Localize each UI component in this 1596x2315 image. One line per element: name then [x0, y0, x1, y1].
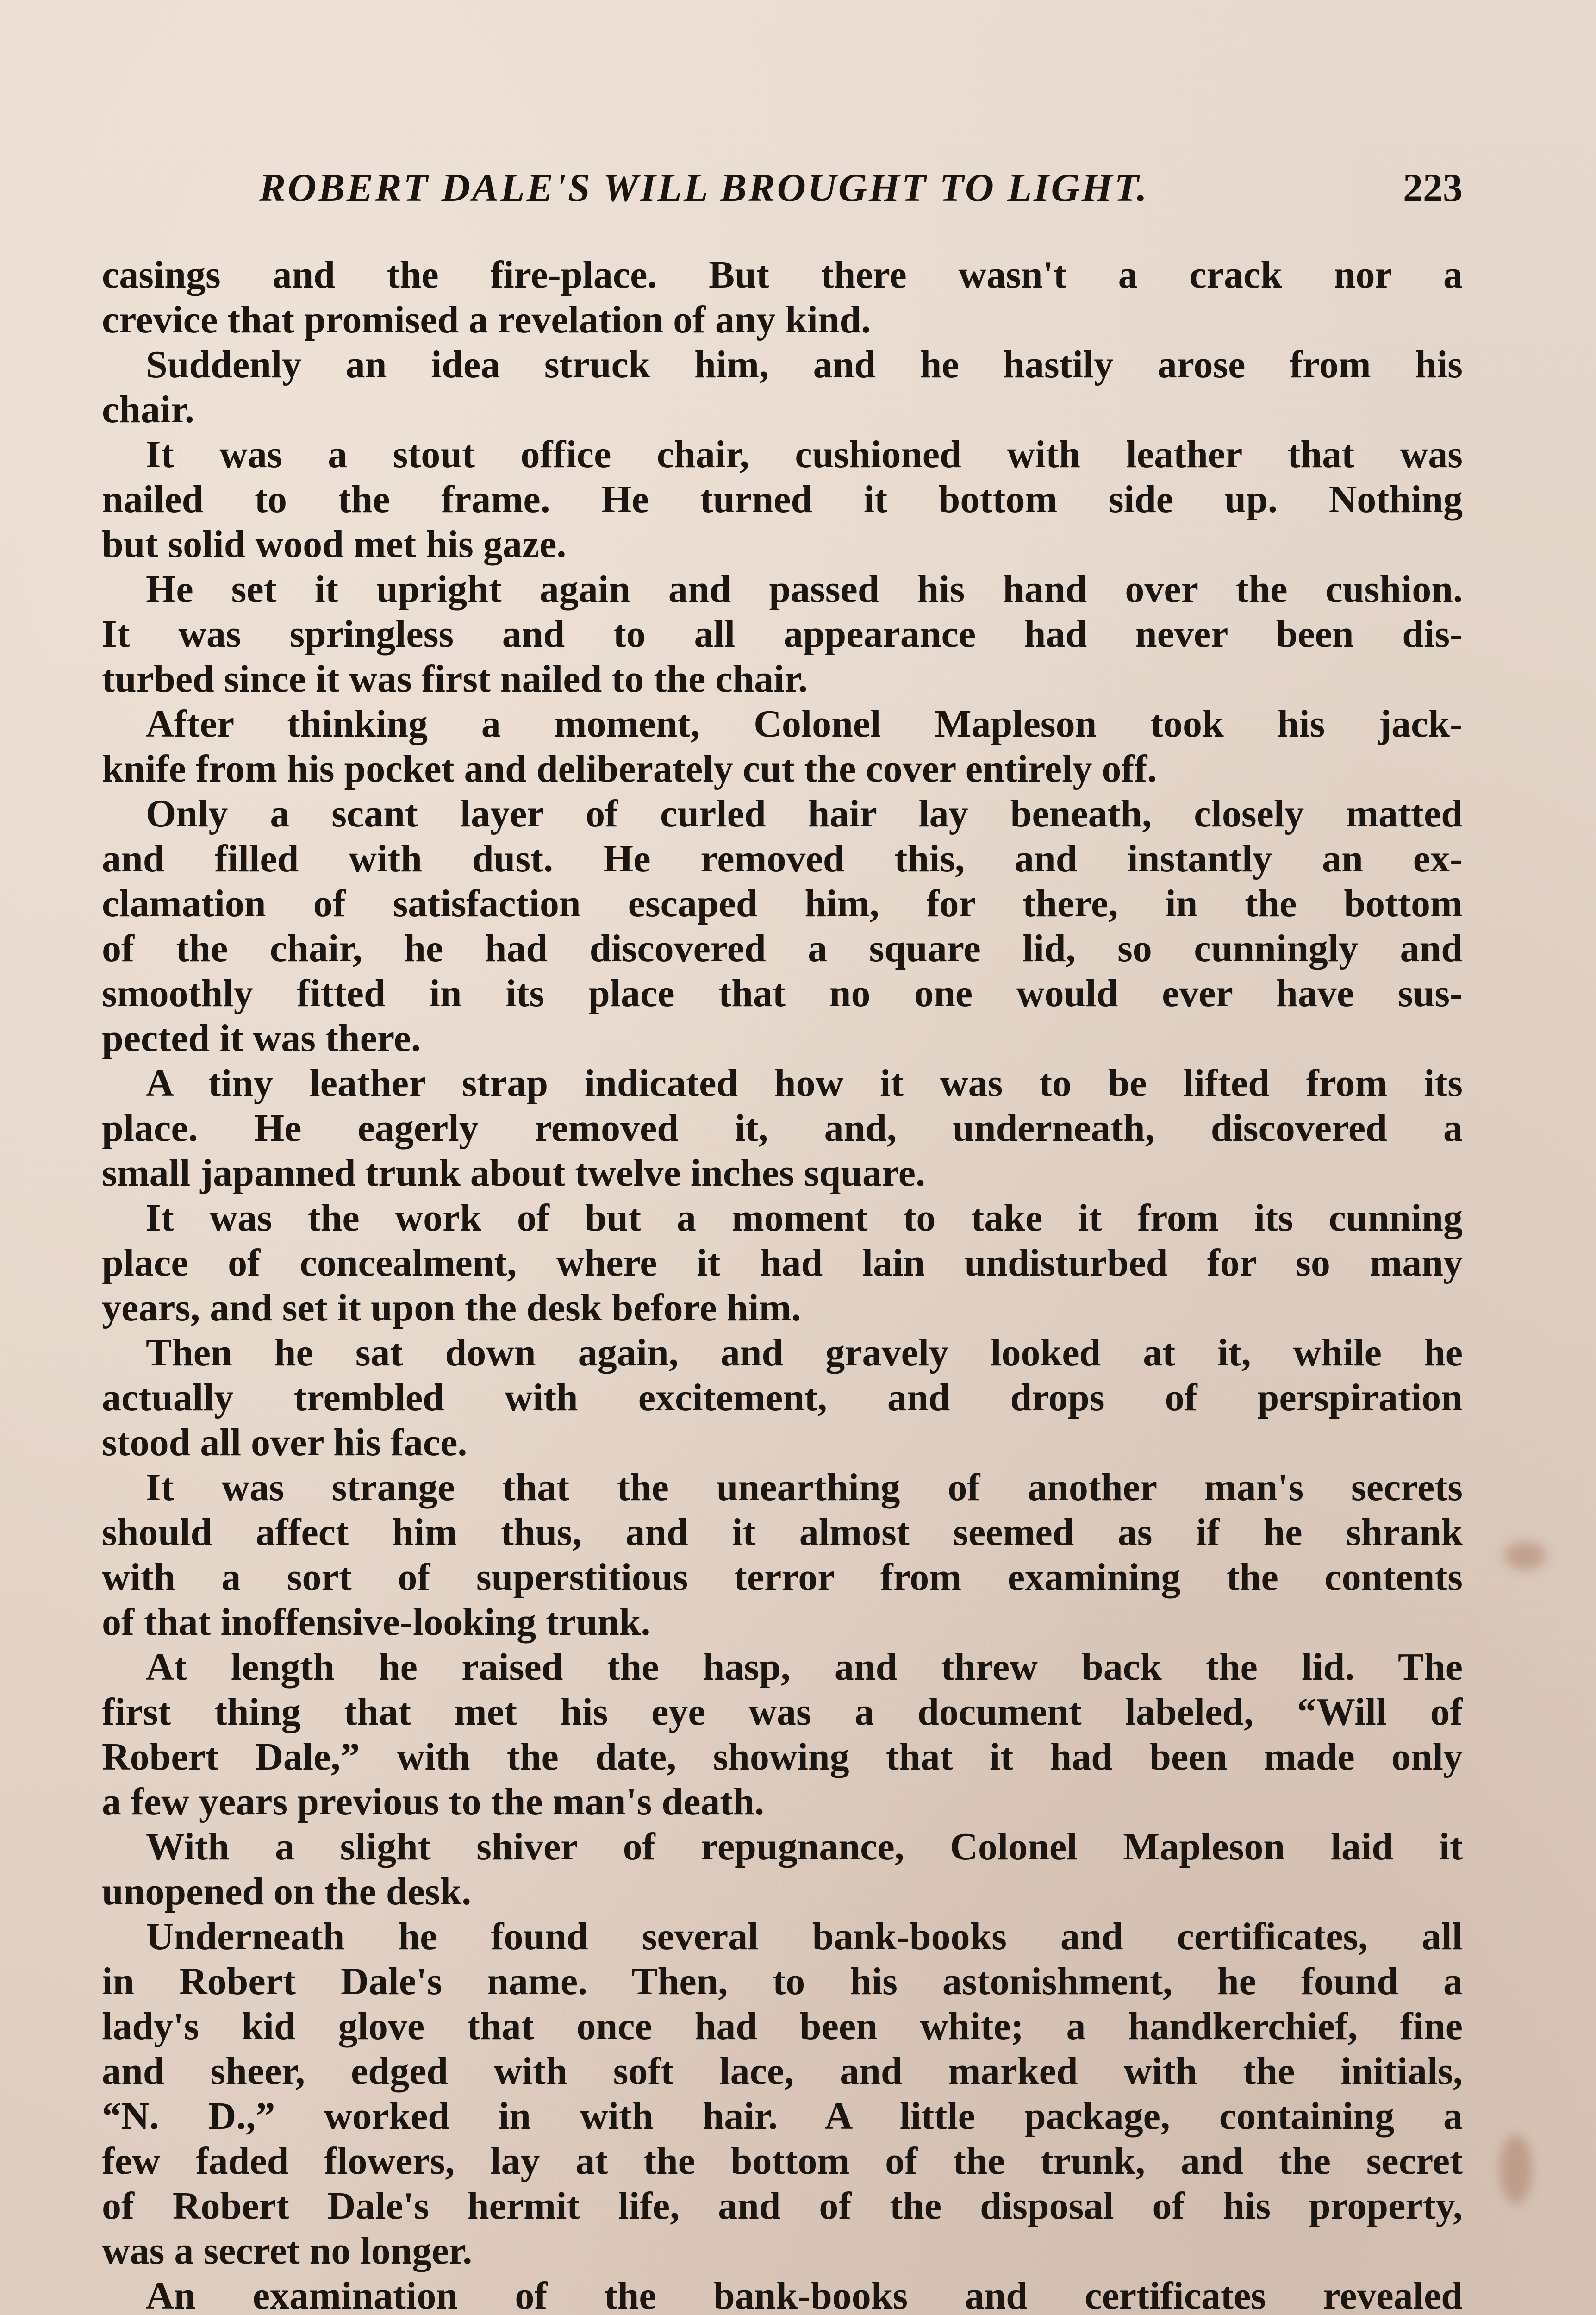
text-line: stood all over his face.: [102, 1421, 468, 1464]
text-line: and filled with dust. He removed this, and instantly an ex-: [102, 837, 1463, 880]
text-line: years, and set it upon the desk before him.: [102, 1286, 801, 1329]
text-line: casings and the fire-place. But there wasn't a crack nor a: [102, 253, 1463, 296]
text-line: nailed to the frame. He turned it bottom side up. Nothing: [102, 478, 1463, 521]
text-line: of Robert Dale's hermit life, and of the disposal of his property,: [102, 2184, 1463, 2227]
paper-stain: [1500, 2134, 1532, 2204]
text-line: Robert Dale,” with the date, showing that it had been made only: [102, 1735, 1463, 1778]
text-line: knife from his pocket and deliberately cut the cover entirely off.: [102, 747, 1157, 790]
paper-stain: [1504, 1542, 1546, 1570]
text-line: should affect him thus, and it almost seemed as if he shrank: [102, 1511, 1463, 1554]
text-line: first thing that met his eye was a document labeled, “Will of: [102, 1690, 1463, 1733]
text-line: Suddenly an idea struck him, and he hastily arose from his: [146, 343, 1463, 386]
text-line: and sheer, edged with soft lace, and marked with the initials,: [102, 2050, 1463, 2093]
text-line: place. He eagerly removed it, and, underneath, discovered a: [102, 1107, 1463, 1150]
text-line: in Robert Dale's name. Then, to his astonishment, he found a: [102, 1960, 1463, 2003]
text-line: Then he sat down again, and gravely looked at it, while he: [146, 1331, 1463, 1374]
text-line: “N. D.,” worked in with hair. A little package, containing a: [102, 2095, 1463, 2138]
text-line: actually trembled with excitement, and drops of perspiration: [102, 1376, 1463, 1419]
text-line: It was the work of but a moment to take it from its cunning: [146, 1196, 1463, 1239]
text-line: It was strange that the unearthing of another man's secrets: [146, 1466, 1463, 1509]
text-line: A tiny leather strap indicated how it was to be lifted from its: [146, 1062, 1463, 1105]
text-line: few faded flowers, lay at the bottom of the trunk, and the secret: [102, 2140, 1463, 2183]
text-line: but solid wood met his gaze.: [102, 523, 567, 566]
text-line: chair.: [102, 388, 194, 431]
text-line: At length he raised the hasp, and threw back the lid. The: [146, 1646, 1463, 1689]
text-line: turbed since it was first nailed to the chair.: [102, 657, 808, 701]
text-line: of the chair, he had discovered a square lid, so cunningly and: [102, 927, 1463, 970]
page-number: 223: [1403, 165, 1463, 210]
text-line: It was springless and to all appearance had never been dis-: [102, 613, 1463, 656]
text-line: lady's kid glove that once had been white; a handkerchief, fine: [102, 2005, 1463, 2048]
text-line: place of concealment, where it had lain undisturbed for so many: [102, 1241, 1463, 1284]
text-line: crevice that promised a revelation of any kind.: [102, 298, 871, 341]
page-header: [102, 153, 1463, 222]
text-line: It was a stout office chair, cushioned with leather that was: [146, 433, 1463, 476]
text-line: of that inoffensive-looking trunk.: [102, 1601, 651, 1644]
text-line: clamation of satisfaction escaped him, for there, in the bottom: [102, 882, 1463, 925]
text-line: smoothly fitted in its place that no one would ever have sus-: [102, 972, 1463, 1015]
text-line: was a secret no longer.: [102, 2229, 473, 2272]
text-line: with a sort of superstitious terror from examining the contents: [102, 1556, 1463, 1599]
text-line: With a slight shiver of repugnance, Colonel Mapleson laid it: [146, 1825, 1463, 1868]
body-text: [102, 252, 1463, 2315]
text-line: After thinking a moment, Colonel Mapleson took his jack-: [146, 702, 1463, 745]
text-line: He set it upright again and passed his hand over the cushion.: [146, 568, 1463, 611]
text-line: Only a scant layer of curled hair lay beneath, closely matted: [146, 792, 1463, 835]
text-line: a few years previous to the man's death.: [102, 1780, 765, 1823]
text-line: pected it was there.: [102, 1017, 421, 1060]
text-line: An examination of the bank-books and certificates revealed: [146, 2274, 1463, 2315]
text-line: Underneath he found several bank-books and certificates, all: [146, 1915, 1463, 1958]
text-line: unopened on the desk.: [102, 1870, 472, 1913]
text-line: small japanned trunk about twelve inches square.: [102, 1151, 926, 1195]
running-title: ROBERT DALE'S WILL BROUGHT TO LIGHT.: [259, 165, 1149, 210]
